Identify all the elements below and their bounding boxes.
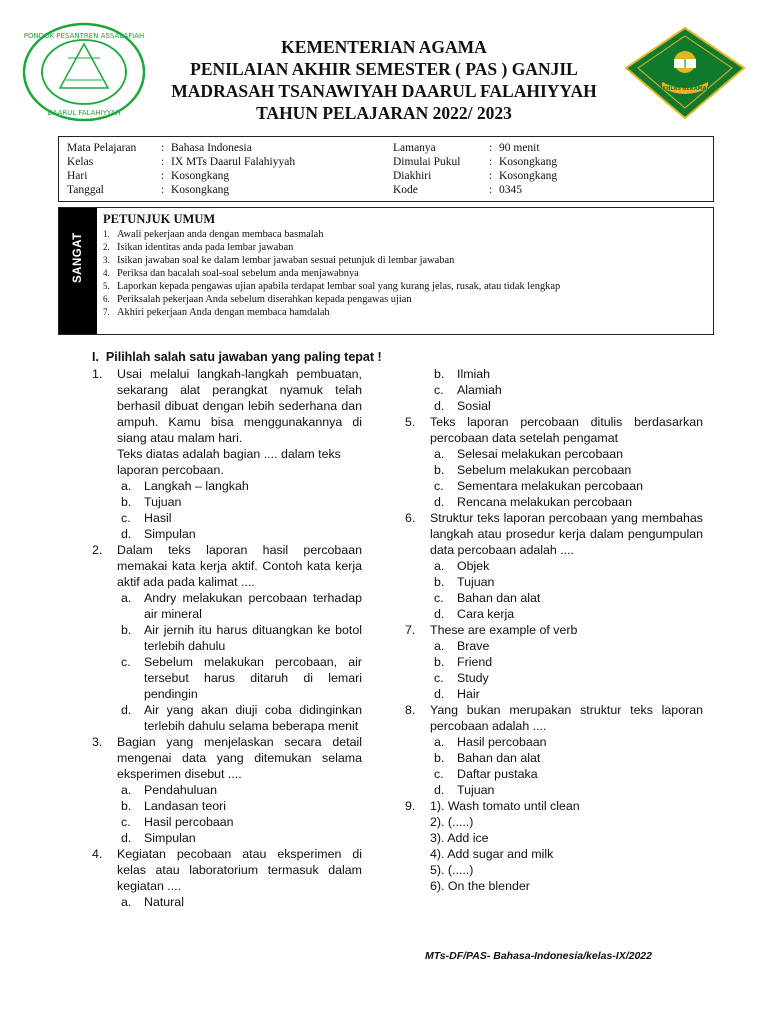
info-value: Bahasa Indonesia <box>171 142 252 154</box>
option-d[interactable]: d. Air yang akan diuji coba didinginkan terlebih dahulu selama beberapa menit <box>121 703 362 733</box>
title-line-4: TAHUN PELAJARAN 2022/ 2023 <box>256 103 512 123</box>
instruction-item: 5. Laporkan kepada pengawas ujian apabila terdapat lembar soal yang kurang jelas, rusak, atau tidak lengkap <box>103 281 561 292</box>
info-row: Kelas : IX MTs Daarul Falahiyyah Dimulai Pukul : Kosongkang <box>67 156 558 168</box>
general-instructions-box <box>58 207 714 335</box>
info-value: Kosongkang <box>499 170 558 182</box>
instruction-item: 2. Isikan identitas anda pada lembar jawaban <box>103 242 294 253</box>
side-label: SANGAT <box>72 232 84 283</box>
question-text: Teks laporan percobaan ditulis berdasarkan percobaan data setelah pengamat <box>430 415 703 445</box>
question-step: 3). Add ice <box>430 831 489 845</box>
question-text: Usai melalui langkah-langkah pembuatan, sekarang alat perangkat nyamuk telah berhasil dibuat dengan lebih sederhana dan ampuh. Kamu bisa menggunakannya di siang atau malam hari. <box>117 367 362 445</box>
info-label: Hari <box>67 170 88 182</box>
option-b[interactable]: b. Ilmiah <box>434 367 491 381</box>
option-d[interactable]: d. Tujuan <box>434 783 495 797</box>
option-d[interactable]: d. Simpulan <box>121 527 196 541</box>
info-label: Diakhiri <box>393 170 432 182</box>
option-d[interactable]: d. Simpulan <box>121 831 196 845</box>
question-text: Bagian yang menjelaskan secara detail mengenai data yang ditemukan selama eksperimen disebut .... <box>117 735 362 781</box>
title-line-2: PENILAIAN AKHIR SEMESTER ( PAS ) GANJIL <box>190 59 578 79</box>
instruction-item: 6. Periksalah pekerjaan Anda sebelum diserahkan kepada pengawas ujian <box>103 294 412 305</box>
info-value: 0345 <box>499 184 522 196</box>
option-a[interactable]: a. Natural <box>121 895 184 909</box>
question-step: 6). On the blender <box>430 879 530 893</box>
instruction-item: 3. Isikan jawaban soal ke dalam lembar jawaban sesuai petunjuk di lembar jawaban <box>103 255 455 266</box>
question-text: Struktur teks laporan percobaan yang membahas langkah atau prosedur kerja dalam pengumpulan data percobaan adalah .... <box>430 511 703 557</box>
info-value: Kosongkang <box>171 170 230 182</box>
right-column <box>405 366 703 894</box>
option-a[interactable]: a. Brave <box>434 639 490 653</box>
document-title <box>130 36 638 124</box>
option-b[interactable]: b. Sebelum melakukan percobaan <box>434 463 632 477</box>
info-value: Kosongkang <box>499 156 558 168</box>
question-text: Kegiatan pecobaan atau eksperimen di kelas atau laboratorium termasuk dalam kegiatan .... <box>117 847 362 893</box>
exam-info-box <box>58 136 714 202</box>
option-c[interactable]: c. Bahan dan alat <box>434 591 541 605</box>
option-a[interactable]: a. Hasil percobaan <box>434 735 547 749</box>
info-row: Tanggal : Kosongkang Kode : 0345 <box>67 184 522 196</box>
instructions-side-band <box>59 208 97 334</box>
option-c[interactable]: c. Study <box>434 671 489 685</box>
option-d[interactable]: d. Hair <box>434 687 480 701</box>
info-value: Kosongkang <box>171 184 230 196</box>
option-c[interactable]: c. Alamiah <box>434 383 502 397</box>
question-step: 5). (.....) <box>430 863 474 877</box>
page-footer: MTs-DF/PAS- Bahasa-Indonesia/kelas-IX/2022 <box>425 950 652 962</box>
question-2: 2. Dalam teks laporan hasil percobaan memakai kata kerja aktif. Contoh kata kerja aktif ada pada kalimat .... <box>92 543 362 589</box>
question-6: 6. Struktur teks laporan percobaan yang membahas langkah atau prosedur kerja dalam pengumpulan data percobaan adalah .... <box>405 511 703 557</box>
kemenag-logo <box>624 26 746 125</box>
info-row: Hari : Kosongkang Diakhiri : Kosongkang <box>67 170 558 182</box>
left-column <box>92 366 362 910</box>
option-c[interactable]: c. Sementara melakukan percobaan <box>434 479 643 493</box>
option-c[interactable]: c. Sebelum melakukan percobaan, air tersebut harus ditaruh di lemari pendingin <box>121 655 362 701</box>
instruction-item: 4. Periksa dan bacalah soal-soal sebelum anda menjawabnya <box>103 268 359 279</box>
info-label: Dimulai Pukul <box>393 156 461 168</box>
pesantren-logo <box>22 22 146 127</box>
option-a[interactable]: a. Pendahuluan <box>121 783 218 797</box>
question-3: 3. Bagian yang menjelaskan secara detail mengenai data yang ditemukan selama eksperimen disebut .... <box>92 735 362 781</box>
question-1: 1. Usai melalui langkah-langkah pembuatan, sekarang alat perangkat nyamuk telah berhasil dibuat dengan lebih sederhana dan ampuh. Kamu bisa menggunakannya di siang atau malam hari. Teks diatas adalah bagian .... dalam teks laporan percobaan. <box>92 367 362 477</box>
info-value: 90 menit <box>499 142 540 154</box>
question-text: Yang bukan merupakan struktur teks laporan percobaan adalah .... <box>430 703 703 733</box>
question-step: 2). (.....) <box>430 815 474 829</box>
option-b[interactable]: b. Bahan dan alat <box>434 751 541 765</box>
option-c[interactable]: c. Hasil percobaan <box>121 815 234 829</box>
title-line-1: KEMENTERIAN AGAMA <box>281 37 487 57</box>
instruction-item: 7. Akhiri pekerjaan Anda dengan membaca hamdalah <box>103 307 330 318</box>
option-a[interactable]: a. Andry melakukan percobaan terhadap air mineral <box>121 591 362 621</box>
question-text: These are example of verb <box>430 623 578 637</box>
instruction-item: 1. Awali pekerjaan anda dengan membaca basmalah <box>103 229 324 240</box>
option-a[interactable]: a. Objek <box>434 559 490 573</box>
title-line-3: MADRASAH TSANAWIYAH DAARUL FALAHIYYAH <box>171 81 597 101</box>
option-b[interactable]: b. Air jernih itu harus dituangkan ke botol terlebih dahulu <box>121 623 362 653</box>
question-8: 8. Yang bukan merupakan struktur teks laporan percobaan adalah .... <box>405 703 703 733</box>
instructions-heading: PETUNJUK UMUM <box>103 212 216 226</box>
option-b[interactable]: b. Tujuan <box>121 495 182 509</box>
question-step: 4). Add sugar and milk <box>430 847 554 861</box>
option-c[interactable]: c. Hasil <box>121 511 172 525</box>
info-label: Mata Pelajaran <box>67 142 137 154</box>
option-d[interactable]: d. Cara kerja <box>434 607 515 621</box>
section-heading: I. Pilihlah salah satu jawaban yang paling tepat ! <box>92 350 382 364</box>
info-label: Lamanya <box>393 142 436 154</box>
logo-motto: IKHLAS BERAMAL <box>660 86 710 92</box>
option-d[interactable]: d. Sosial <box>434 399 491 413</box>
option-a[interactable]: a. Langkah – langkah <box>121 479 249 493</box>
info-value: IX MTs Daarul Falahiyyah <box>171 156 296 168</box>
option-d[interactable]: d. Rencana melakukan percobaan <box>434 495 632 509</box>
question-9: 9. 1). Wash tomato until clean 2). (.....) 3). Add ice 4). Add sugar and milk 5). (.....) 6). On the blender <box>405 798 703 894</box>
info-label: Tanggal <box>67 184 104 196</box>
option-b[interactable]: b. Landasan teori <box>121 799 226 813</box>
info-label: Kode <box>393 184 418 196</box>
question-7: 7. These are example of verb <box>405 622 703 638</box>
info-label: Kelas <box>67 156 94 168</box>
instructions-list <box>103 228 560 319</box>
option-b[interactable]: b. Tujuan <box>434 575 495 589</box>
question-5: 5. Teks laporan percobaan ditulis berdasarkan percobaan data setelah pengamat <box>405 415 703 445</box>
logo-bottom-text: DAARUL FALAHIYYAH <box>47 109 121 117</box>
question-4: 4. Kegiatan pecobaan atau eksperimen di kelas atau laboratorium termasuk dalam kegiatan .... <box>92 847 362 893</box>
question-text: Teks diatas adalah bagian .... dalam teks laporan percobaan. <box>117 447 341 477</box>
option-c[interactable]: c. Daftar pustaka <box>434 767 538 781</box>
logo-top-text: PONDOK PESANTREN ASSALAFIAH <box>23 32 145 40</box>
option-b[interactable]: b. Friend <box>434 655 493 669</box>
question-text: Dalam teks laporan hasil percobaan memakai kata kerja aktif. Contoh kata kerja aktif ada pada kalimat .... <box>117 543 362 589</box>
info-row: Mata Pelajaran : Bahasa Indonesia Lamanya : 90 menit <box>67 142 540 154</box>
question-step: 1). Wash tomato until clean <box>430 799 580 813</box>
option-a[interactable]: a. Selesai melakukan percobaan <box>434 447 624 461</box>
